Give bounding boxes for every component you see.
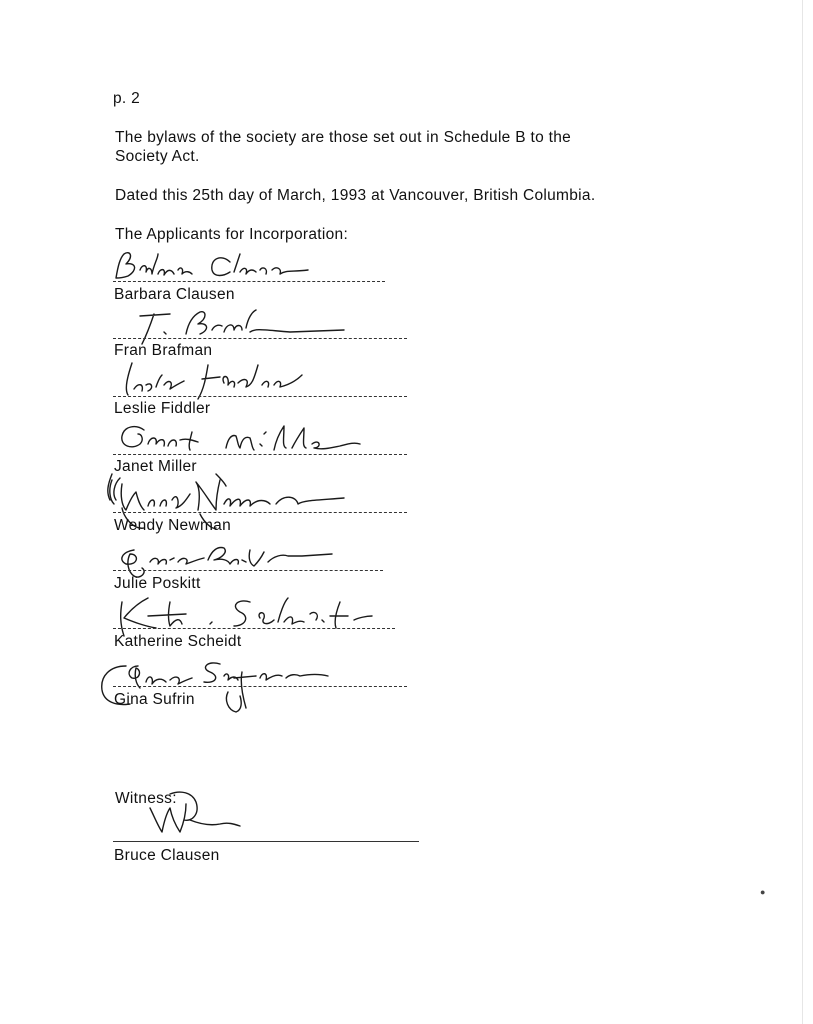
signature-line-3 [113, 396, 407, 397]
applicant-name-3: Leslie Fiddler [114, 400, 211, 417]
scan-speck: ● [760, 887, 766, 897]
signature-janet-miller [108, 414, 368, 458]
applicant-name-2: Fran Brafman [114, 342, 213, 359]
applicant-name-7: Katherine Scheidt [114, 633, 242, 650]
signature-line-2 [113, 338, 407, 339]
signature-barbara-clausen [112, 248, 322, 284]
signature-leslie-fiddler [118, 355, 318, 405]
applicant-name-1: Barbara Clausen [114, 286, 235, 303]
applicant-name-4: Janet Miller [114, 458, 197, 475]
applicants-heading: The Applicants for Incorporation: [115, 226, 349, 243]
signature-witness [140, 786, 250, 840]
applicant-name-5: Wendy Newman [114, 517, 232, 534]
bylaws-line-2: Society Act. [115, 148, 200, 165]
witness-label: Witness: [115, 790, 177, 807]
signature-line-8 [113, 686, 407, 687]
witness-signature-line [113, 841, 419, 842]
signature-line-7 [113, 628, 395, 629]
dated-statement: Dated this 25th day of March, 1993 at Vancouver, British Columbia. [115, 187, 596, 204]
applicant-name-8: Gina Sufrin [114, 691, 195, 708]
signature-line-6 [113, 570, 383, 571]
bylaws-line-1: The bylaws of the society are those set out in Schedule B to the [115, 129, 572, 146]
signature-line-4 [113, 454, 407, 455]
page-edge-shadow [802, 0, 803, 1024]
signature-line-1 [113, 281, 385, 282]
witness-name: Bruce Clausen [114, 847, 220, 864]
signature-line-5 [113, 512, 407, 513]
page-number: p. 2 [113, 90, 141, 107]
applicant-name-6: Julie Poskitt [114, 575, 201, 592]
